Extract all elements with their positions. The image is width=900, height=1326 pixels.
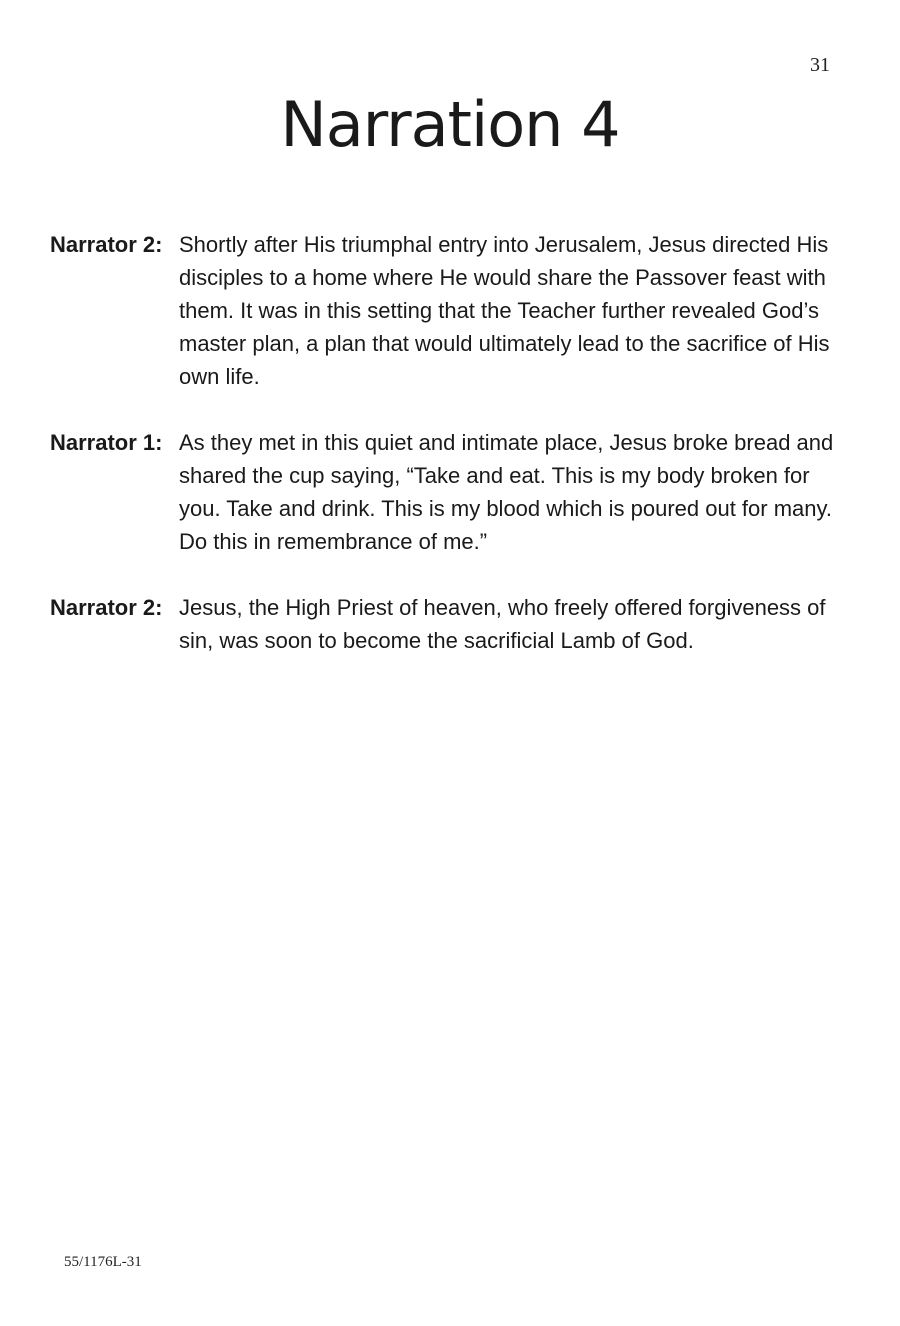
page-title: Narration 4 — [280, 88, 620, 161]
speaker-line: Jesus, the High Priest of heaven, who freely offered forgiveness of sin, was soon to become the sacrificial Lamb of God. — [179, 595, 826, 653]
page-number: 31 — [810, 54, 830, 76]
footer-code: 55/1176L-31 — [64, 1254, 142, 1270]
speaker-label: Narrator 2: — [50, 232, 163, 257]
speaker-line: Shortly after His triumphal entry into Jerusalem, Jesus directed His disciples to a home where He would share the Passover feast with them. It was in this setting that the Teacher further revealed God’s master plan, a plan that would ultimately lead to the sacrifice of His own life. — [179, 232, 830, 389]
script-entry — [50, 426, 850, 558]
speaker-line: As they met in this quiet and intimate place, Jesus broke bread and shared the cup saying, “Take and eat. This is my body broken for you. Take and drink. This is my blood which is poured out for many. Do this in remembrance of me.” — [179, 430, 834, 554]
speaker-label: Narrator 2: — [50, 595, 163, 620]
script-entry — [50, 591, 850, 657]
script-entry — [50, 228, 850, 393]
script-body — [50, 228, 850, 690]
speaker-label: Narrator 1: — [50, 430, 163, 455]
